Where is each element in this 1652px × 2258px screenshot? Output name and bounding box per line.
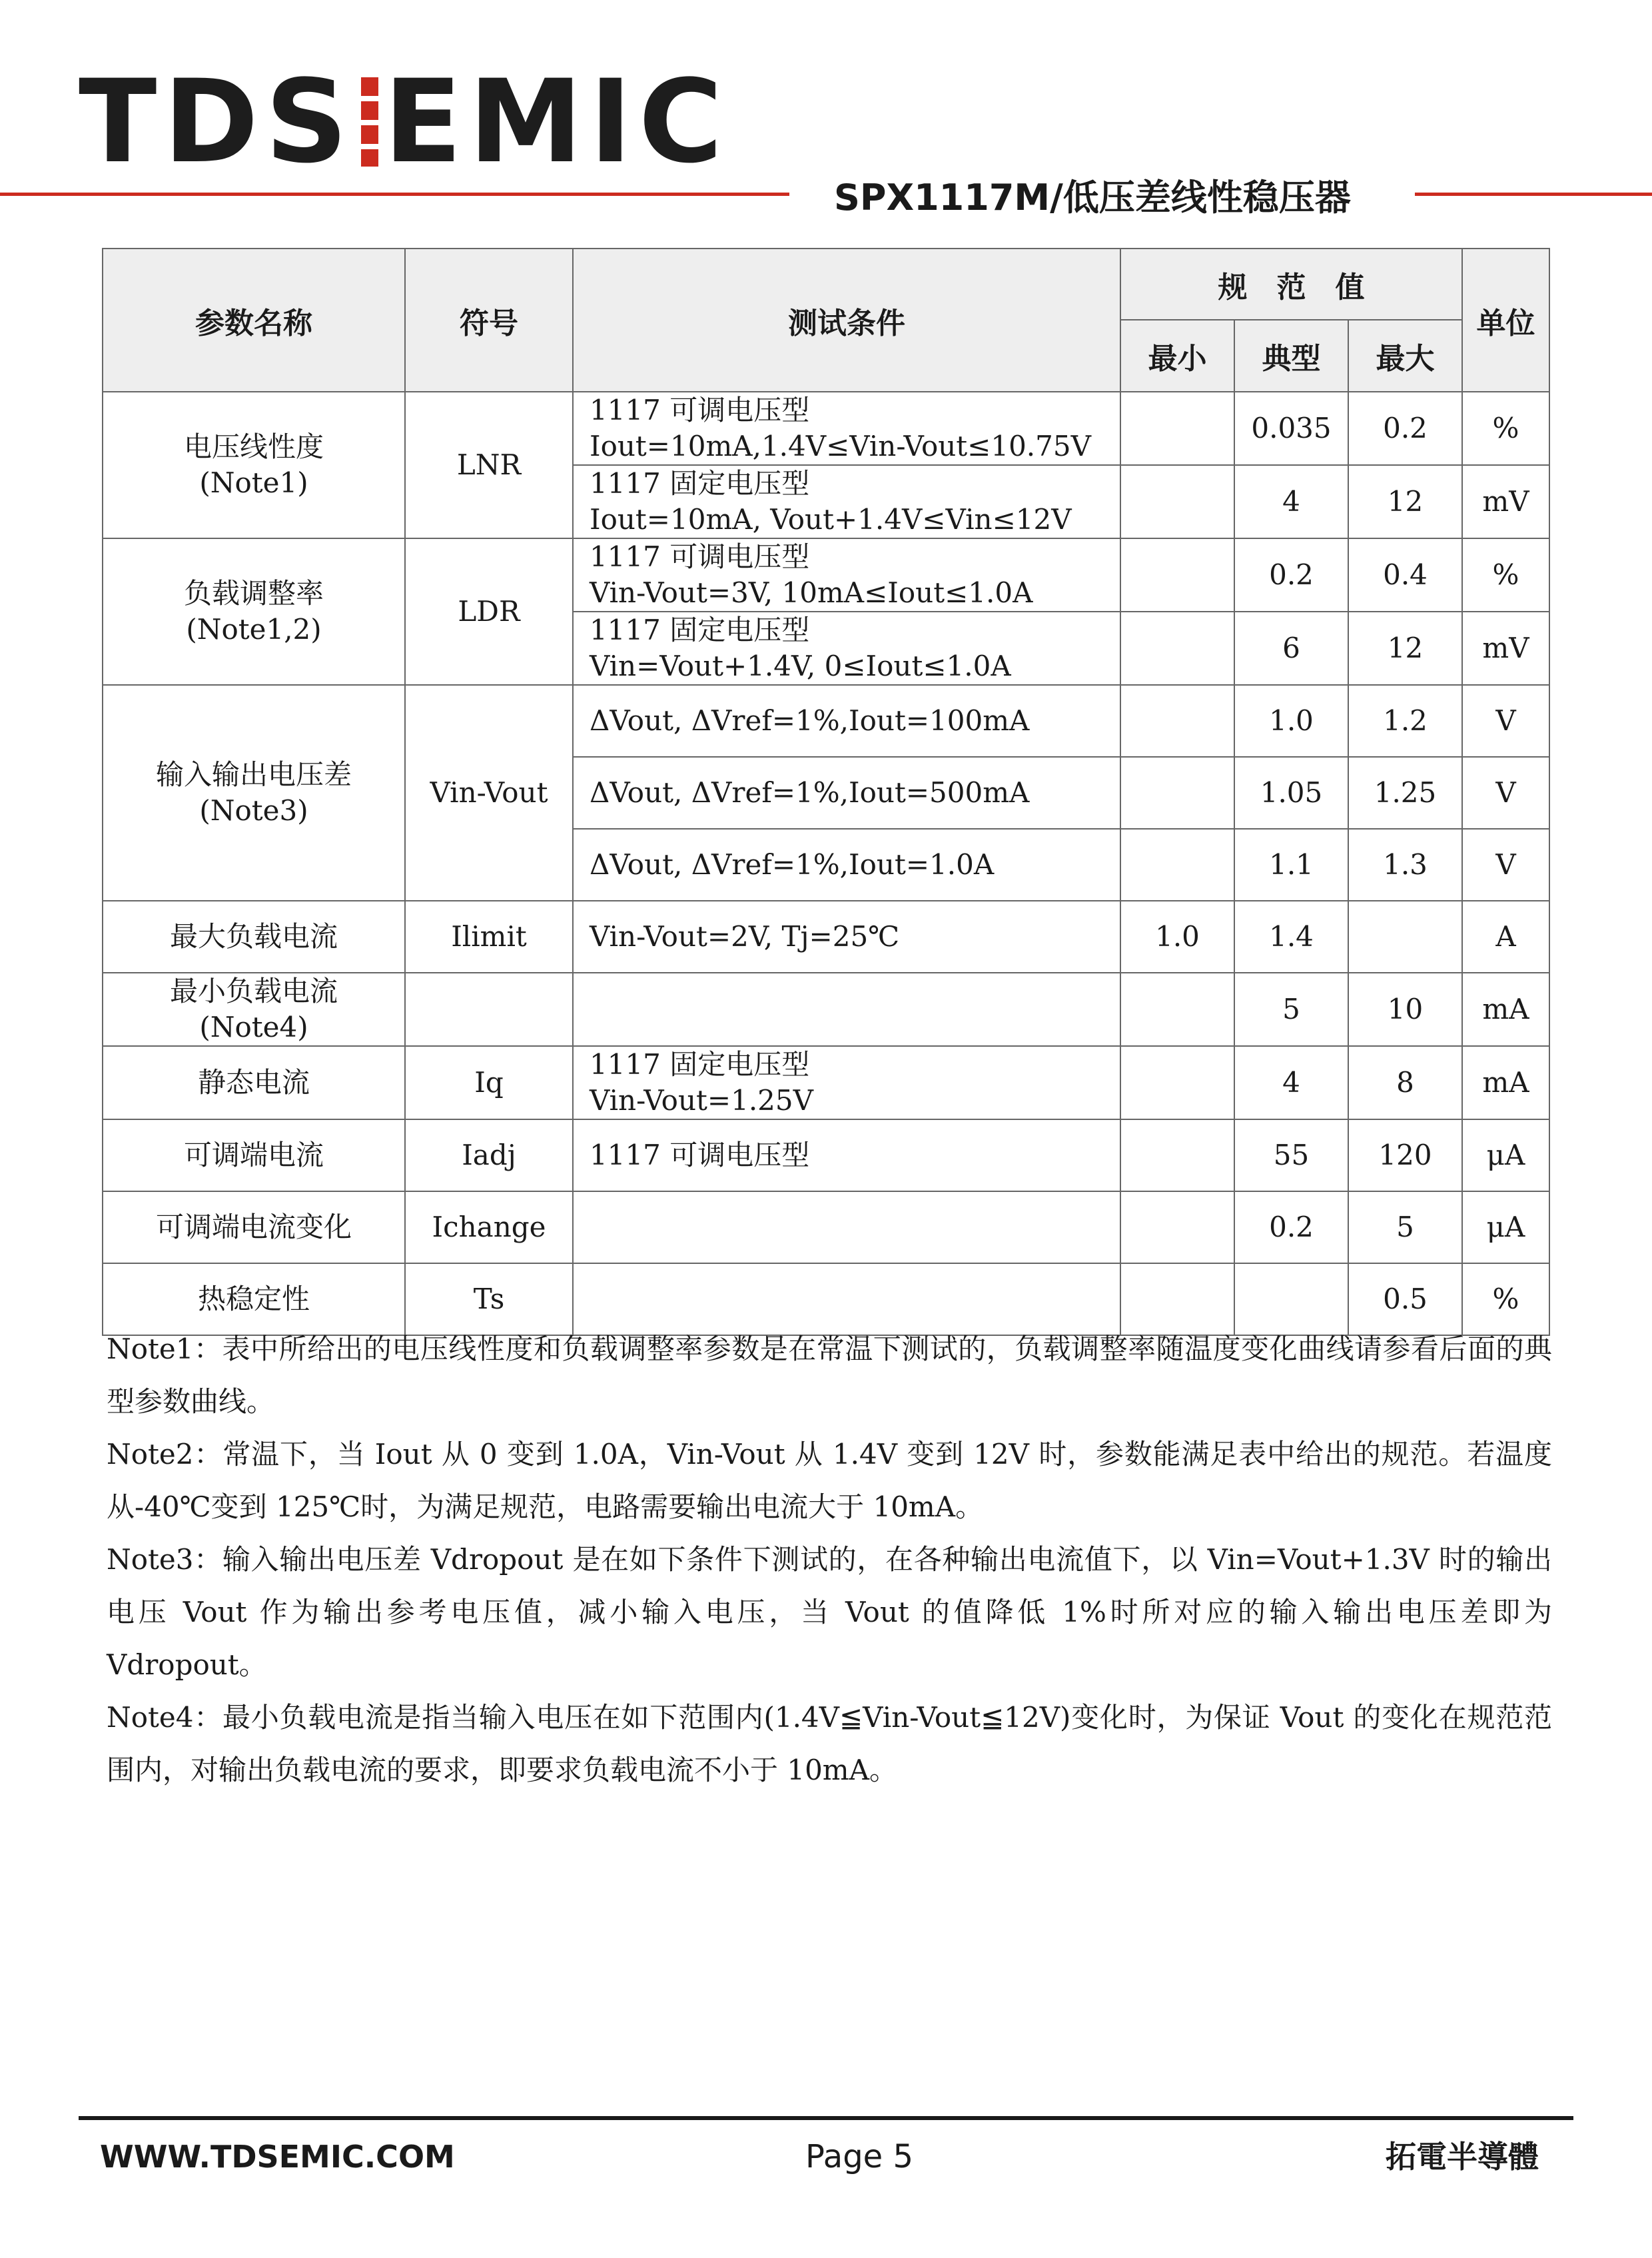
param-name-cell	[103, 685, 405, 901]
table-row	[103, 538, 1549, 612]
param-name-line: 静态电流	[197, 1066, 310, 1099]
condition-line: Vin-Vout=2V, Tj=25℃	[590, 920, 900, 953]
param-name-line: 热稳定性	[197, 1283, 310, 1315]
typ-value-cell: 1.1	[1234, 829, 1348, 901]
symbol-cell	[405, 973, 573, 1046]
typ-value-cell: 1.0	[1234, 685, 1348, 757]
table-row	[103, 1119, 1549, 1191]
condition-cell	[573, 757, 1120, 829]
unit-value-cell: μA	[1462, 1191, 1549, 1263]
param-name-line: 负载调整率	[183, 577, 324, 610]
max-value-cell: 0.4	[1348, 538, 1462, 612]
condition-cell	[573, 901, 1120, 973]
footer-company: 拓電半導體	[1386, 2139, 1539, 2175]
param-name-cell	[103, 392, 405, 538]
condition-cell	[573, 1191, 1120, 1263]
condition-line: ΔVout, ΔVref=1%,Iout=100mA	[590, 704, 1030, 737]
min-value-cell	[1120, 612, 1234, 685]
spec-table	[102, 248, 1550, 1336]
min-value-cell	[1120, 465, 1234, 538]
unit-value-cell: mV	[1462, 612, 1549, 685]
table-row	[103, 901, 1549, 973]
condition-line: 1117 可调电压型	[590, 1139, 810, 1171]
max-value-cell: 8	[1348, 1046, 1462, 1119]
param-name-cell	[103, 901, 405, 973]
min-value-cell	[1120, 1046, 1234, 1119]
condition-line: Iout=10mA,1.4V≤Vin-Vout≤10.75V	[590, 430, 1091, 462]
min-value-cell: 1.0	[1120, 901, 1234, 973]
symbol-cell: Vin-Vout	[405, 685, 573, 901]
max-value-cell: 10	[1348, 973, 1462, 1046]
note-3: Note3：输入输出电压差 Vdropout 是在如下条件下测试的，在各种输出电流值下，以 Vin=Vout+1.3V 时的输出电压 Vout 作为输出参考电压值，减小输入电压，当 Vout 的值降低 1%时所对应的输入输出电压差即为 Vdropout。	[107, 1543, 1552, 1681]
notes-section	[107, 1323, 1552, 1796]
param-name-line: 最大负载电流	[169, 920, 338, 953]
max-value-cell: 1.2	[1348, 685, 1462, 757]
spec-table-body	[103, 392, 1549, 1335]
condition-line: 1117 固定电压型	[590, 467, 810, 500]
param-name-cell	[103, 1046, 405, 1119]
unit-value-cell: %	[1462, 392, 1549, 465]
min-value-cell	[1120, 829, 1234, 901]
table-row	[103, 973, 1549, 1046]
header-symbol: 符号	[405, 249, 573, 392]
header-max: 最大	[1348, 320, 1462, 392]
condition-line: ΔVout, ΔVref=1%,Iout=500mA	[590, 776, 1030, 809]
logo-text-right: EMIC	[383, 55, 729, 189]
header-typ: 典型	[1234, 320, 1348, 392]
symbol-cell: LDR	[405, 538, 573, 685]
unit-value-cell: mV	[1462, 465, 1549, 538]
param-name-cell	[103, 538, 405, 685]
header-min: 最小	[1120, 320, 1234, 392]
spec-table-header	[103, 249, 1549, 392]
unit-value-cell: %	[1462, 1263, 1549, 1335]
condition-line: 1117 可调电压型	[590, 540, 810, 573]
symbol-cell: Ichange	[405, 1191, 573, 1263]
param-name-cell	[103, 1191, 405, 1263]
symbol-cell: LNR	[405, 392, 573, 538]
param-name-line: 电压线性度	[183, 430, 324, 463]
unit-value-cell: %	[1462, 538, 1549, 612]
min-value-cell	[1120, 392, 1234, 465]
condition-line: ΔVout, ΔVref=1%,Iout=1.0A	[590, 848, 995, 881]
min-value-cell	[1120, 1191, 1234, 1263]
unit-value-cell: V	[1462, 757, 1549, 829]
table-row	[103, 1046, 1549, 1119]
param-name-line: 输入输出电压差	[155, 758, 352, 791]
note-4: Note4：最小负载电流是指当输入电压在如下范围内(1.4V≦Vin-Vout≦12V)变化时，为保证 Vout 的变化在规范范围内，对输出负载电流的要求，即要求负载电流不小于 10mA。	[107, 1701, 1552, 1786]
table-row	[103, 1191, 1549, 1263]
typ-value-cell: 0.2	[1234, 538, 1348, 612]
unit-value-cell: μA	[1462, 1119, 1549, 1191]
param-name-line: 最小负载电流	[169, 975, 338, 1007]
param-name-line: (Note1,2)	[186, 613, 322, 646]
symbol-cell: Iq	[405, 1046, 573, 1119]
typ-value-cell: 6	[1234, 612, 1348, 685]
condition-line: Vin=Vout+1.4V, 0≤Iout≤1.0A	[590, 650, 1011, 682]
max-value-cell	[1348, 901, 1462, 973]
condition-cell	[573, 465, 1120, 538]
min-value-cell	[1120, 538, 1234, 612]
header-param: 参数名称	[103, 249, 405, 392]
condition-cell	[573, 1119, 1120, 1191]
max-value-cell: 0.5	[1348, 1263, 1462, 1335]
typ-value-cell: 4	[1234, 1046, 1348, 1119]
param-name-line: 可调端电流变化	[155, 1211, 352, 1243]
param-name-line: 可调端电流	[183, 1139, 324, 1171]
typ-value-cell: 55	[1234, 1119, 1348, 1191]
symbol-cell: Ts	[405, 1263, 573, 1335]
condition-cell	[573, 538, 1120, 612]
condition-cell	[573, 392, 1120, 465]
max-value-cell: 1.3	[1348, 829, 1462, 901]
table-row	[103, 392, 1549, 465]
document-title: SPX1117M/低压差线性稳压器	[834, 177, 1351, 219]
table-row	[103, 685, 1549, 757]
max-value-cell: 5	[1348, 1191, 1462, 1263]
unit-value-cell: mA	[1462, 973, 1549, 1046]
note-1: Note1：表中所给出的电压线性度和负载调整率参数是在常温下测试的，负载调整率随温度变化曲线请参看后面的典型参数曲线。	[107, 1333, 1552, 1418]
condition-cell	[573, 829, 1120, 901]
header-rule-right	[1415, 193, 1652, 196]
condition-line: Vin-Vout=3V, 10mA≤Iout≤1.0A	[590, 576, 1033, 609]
condition-line: Iout=10mA, Vout+1.4V≤Vin≤12V	[590, 503, 1072, 536]
unit-value-cell: V	[1462, 829, 1549, 901]
unit-value-cell: A	[1462, 901, 1549, 973]
condition-cell	[573, 1046, 1120, 1119]
typ-value-cell: 5	[1234, 973, 1348, 1046]
condition-line: Vin-Vout=1.25V	[590, 1084, 813, 1117]
note-2: Note2：常温下，当 Iout 从 0 变到 1.0A，Vin-Vout 从 1.4V 变到 12V 时，参数能满足表中给出的规范。若温度从-40℃变到 125℃时，为满足规范，电路需要输出电流大于 10mA。	[107, 1438, 1552, 1523]
unit-value-cell: V	[1462, 685, 1549, 757]
condition-line: 1117 固定电压型	[590, 1048, 810, 1081]
footer-website: WWW.TDSEMIC.COM	[100, 2139, 455, 2175]
typ-value-cell: 1.4	[1234, 901, 1348, 973]
condition-cell	[573, 612, 1120, 685]
param-name-line: (Note3)	[199, 794, 308, 827]
min-value-cell	[1120, 685, 1234, 757]
param-name-cell	[103, 1119, 405, 1191]
max-value-cell: 12	[1348, 465, 1462, 538]
header-rule-left	[0, 193, 789, 196]
min-value-cell	[1120, 757, 1234, 829]
max-value-cell: 12	[1348, 612, 1462, 685]
max-value-cell: 0.2	[1348, 392, 1462, 465]
typ-value-cell: 4	[1234, 465, 1348, 538]
logo-text-left: TDS	[79, 55, 354, 189]
max-value-cell: 120	[1348, 1119, 1462, 1191]
condition-cell	[573, 685, 1120, 757]
footer-page-number: Page 5	[805, 2138, 913, 2175]
symbol-cell: Iadj	[405, 1119, 573, 1191]
logo-mark-icon	[361, 77, 378, 167]
company-logo	[79, 55, 729, 189]
param-name-cell	[103, 973, 405, 1046]
symbol-cell: Ilimit	[405, 901, 573, 973]
unit-value-cell: mA	[1462, 1046, 1549, 1119]
condition-cell	[573, 973, 1120, 1046]
typ-value-cell: 0.2	[1234, 1191, 1348, 1263]
min-value-cell	[1120, 973, 1234, 1046]
header-condition: 测试条件	[573, 249, 1120, 392]
condition-line: 1117 可调电压型	[590, 394, 810, 426]
min-value-cell	[1120, 1119, 1234, 1191]
param-name-line: (Note1)	[199, 466, 308, 499]
header-unit: 单位	[1462, 249, 1549, 392]
typ-value-cell: 1.05	[1234, 757, 1348, 829]
footer-rule	[79, 2116, 1573, 2120]
typ-value-cell: 0.035	[1234, 392, 1348, 465]
header-spec: 规 范 值	[1120, 249, 1462, 320]
param-name-line: (Note4)	[199, 1011, 308, 1043]
max-value-cell: 1.25	[1348, 757, 1462, 829]
condition-line: 1117 固定电压型	[590, 614, 810, 646]
